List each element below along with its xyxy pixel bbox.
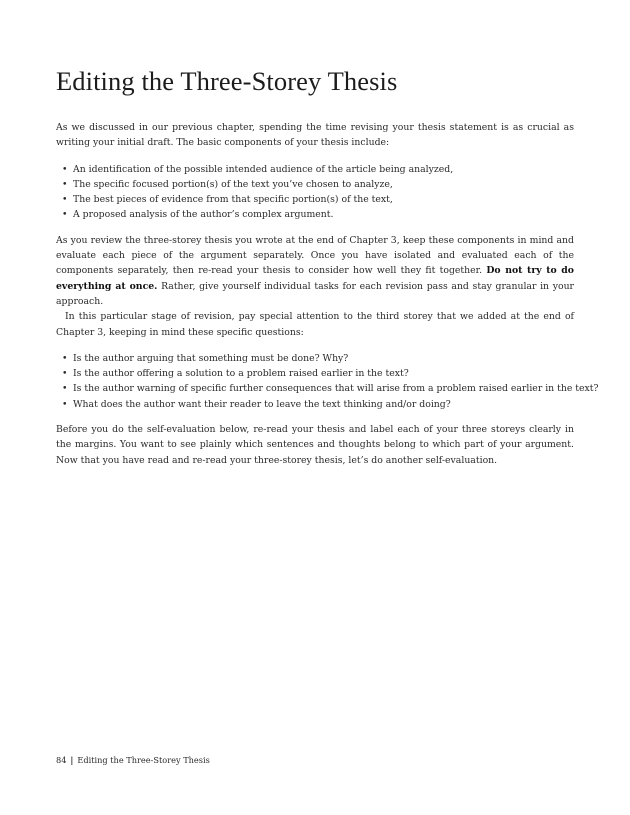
footer-separator: | [70, 755, 74, 765]
list-item: • Is the author warning of specific further consequences that will arise from a problem raised earlier in the text? [62, 381, 574, 396]
emphasis-text: Do not try to do everything at once. [56, 265, 574, 292]
list-item: • What does the author want their reader to leave the text thinking and/or doing? [62, 397, 574, 412]
list-item: • Is the author arguing that something must be done? Why? [62, 351, 574, 366]
page-title: Editing the Three-Storey Thesis [56, 66, 398, 96]
review-paragraph: As you review the three-storey thesis you wrote at the end of Chapter 3, keep these components in mind and evaluate each piece of the argument separately. Once you have isolated and evaluated each of the components separately, then re-read your thesis to consider how well they fit together. Do not try to do everything at once. Rather, give yourself individual tasks for each revision pass and stay granular in your approach. [56, 234, 574, 307]
bullet-icon: • [62, 398, 68, 410]
page-footer [56, 755, 210, 765]
bullet-icon: • [62, 368, 68, 380]
bullet-icon: • [62, 209, 68, 221]
questions-list [56, 351, 599, 412]
page-number: 84 [56, 755, 67, 765]
running-title: Editing the Three-Storey Thesis [77, 755, 210, 765]
document-page [56, 0, 599, 815]
closing-paragraph: Before you do the self-evaluation below, re-read your thesis and label each of your three storeys clearly in the margins. You want to see plainly which sentences and thoughts belong to which part of your argument. Now that you have read and re-read your three-storey thesis, let’s do another self-evaluation. [56, 424, 574, 466]
third-storey-paragraph: In this particular stage of revision, pay special attention to the third storey that we added at the end of Chapter 3, keeping in mind these specific questions: [56, 311, 574, 338]
bullet-icon: • [62, 178, 68, 190]
list-item: • The specific focused portion(s) of the text you’ve chosen to analyze, [62, 177, 574, 192]
bullet-icon: • [62, 383, 68, 395]
bullet-icon: • [62, 194, 68, 206]
list-item: • The best pieces of evidence from that specific portion(s) of the text, [62, 192, 574, 207]
components-list [56, 162, 574, 223]
bullet-icon: • [62, 352, 68, 364]
list-item: • A proposed analysis of the author’s complex argument. [62, 207, 574, 222]
list-item: • An identification of the possible intended audience of the article being analyzed, [62, 162, 574, 177]
body-text [56, 120, 599, 468]
bullet-icon: • [62, 163, 68, 175]
list-item: • Is the author offering a solution to a problem raised earlier in the text? [62, 366, 574, 381]
intro-paragraph: As we discussed in our previous chapter, spending the time revising your thesis statement is as crucial as writing your initial draft. The basic components of your thesis include: [56, 122, 574, 149]
